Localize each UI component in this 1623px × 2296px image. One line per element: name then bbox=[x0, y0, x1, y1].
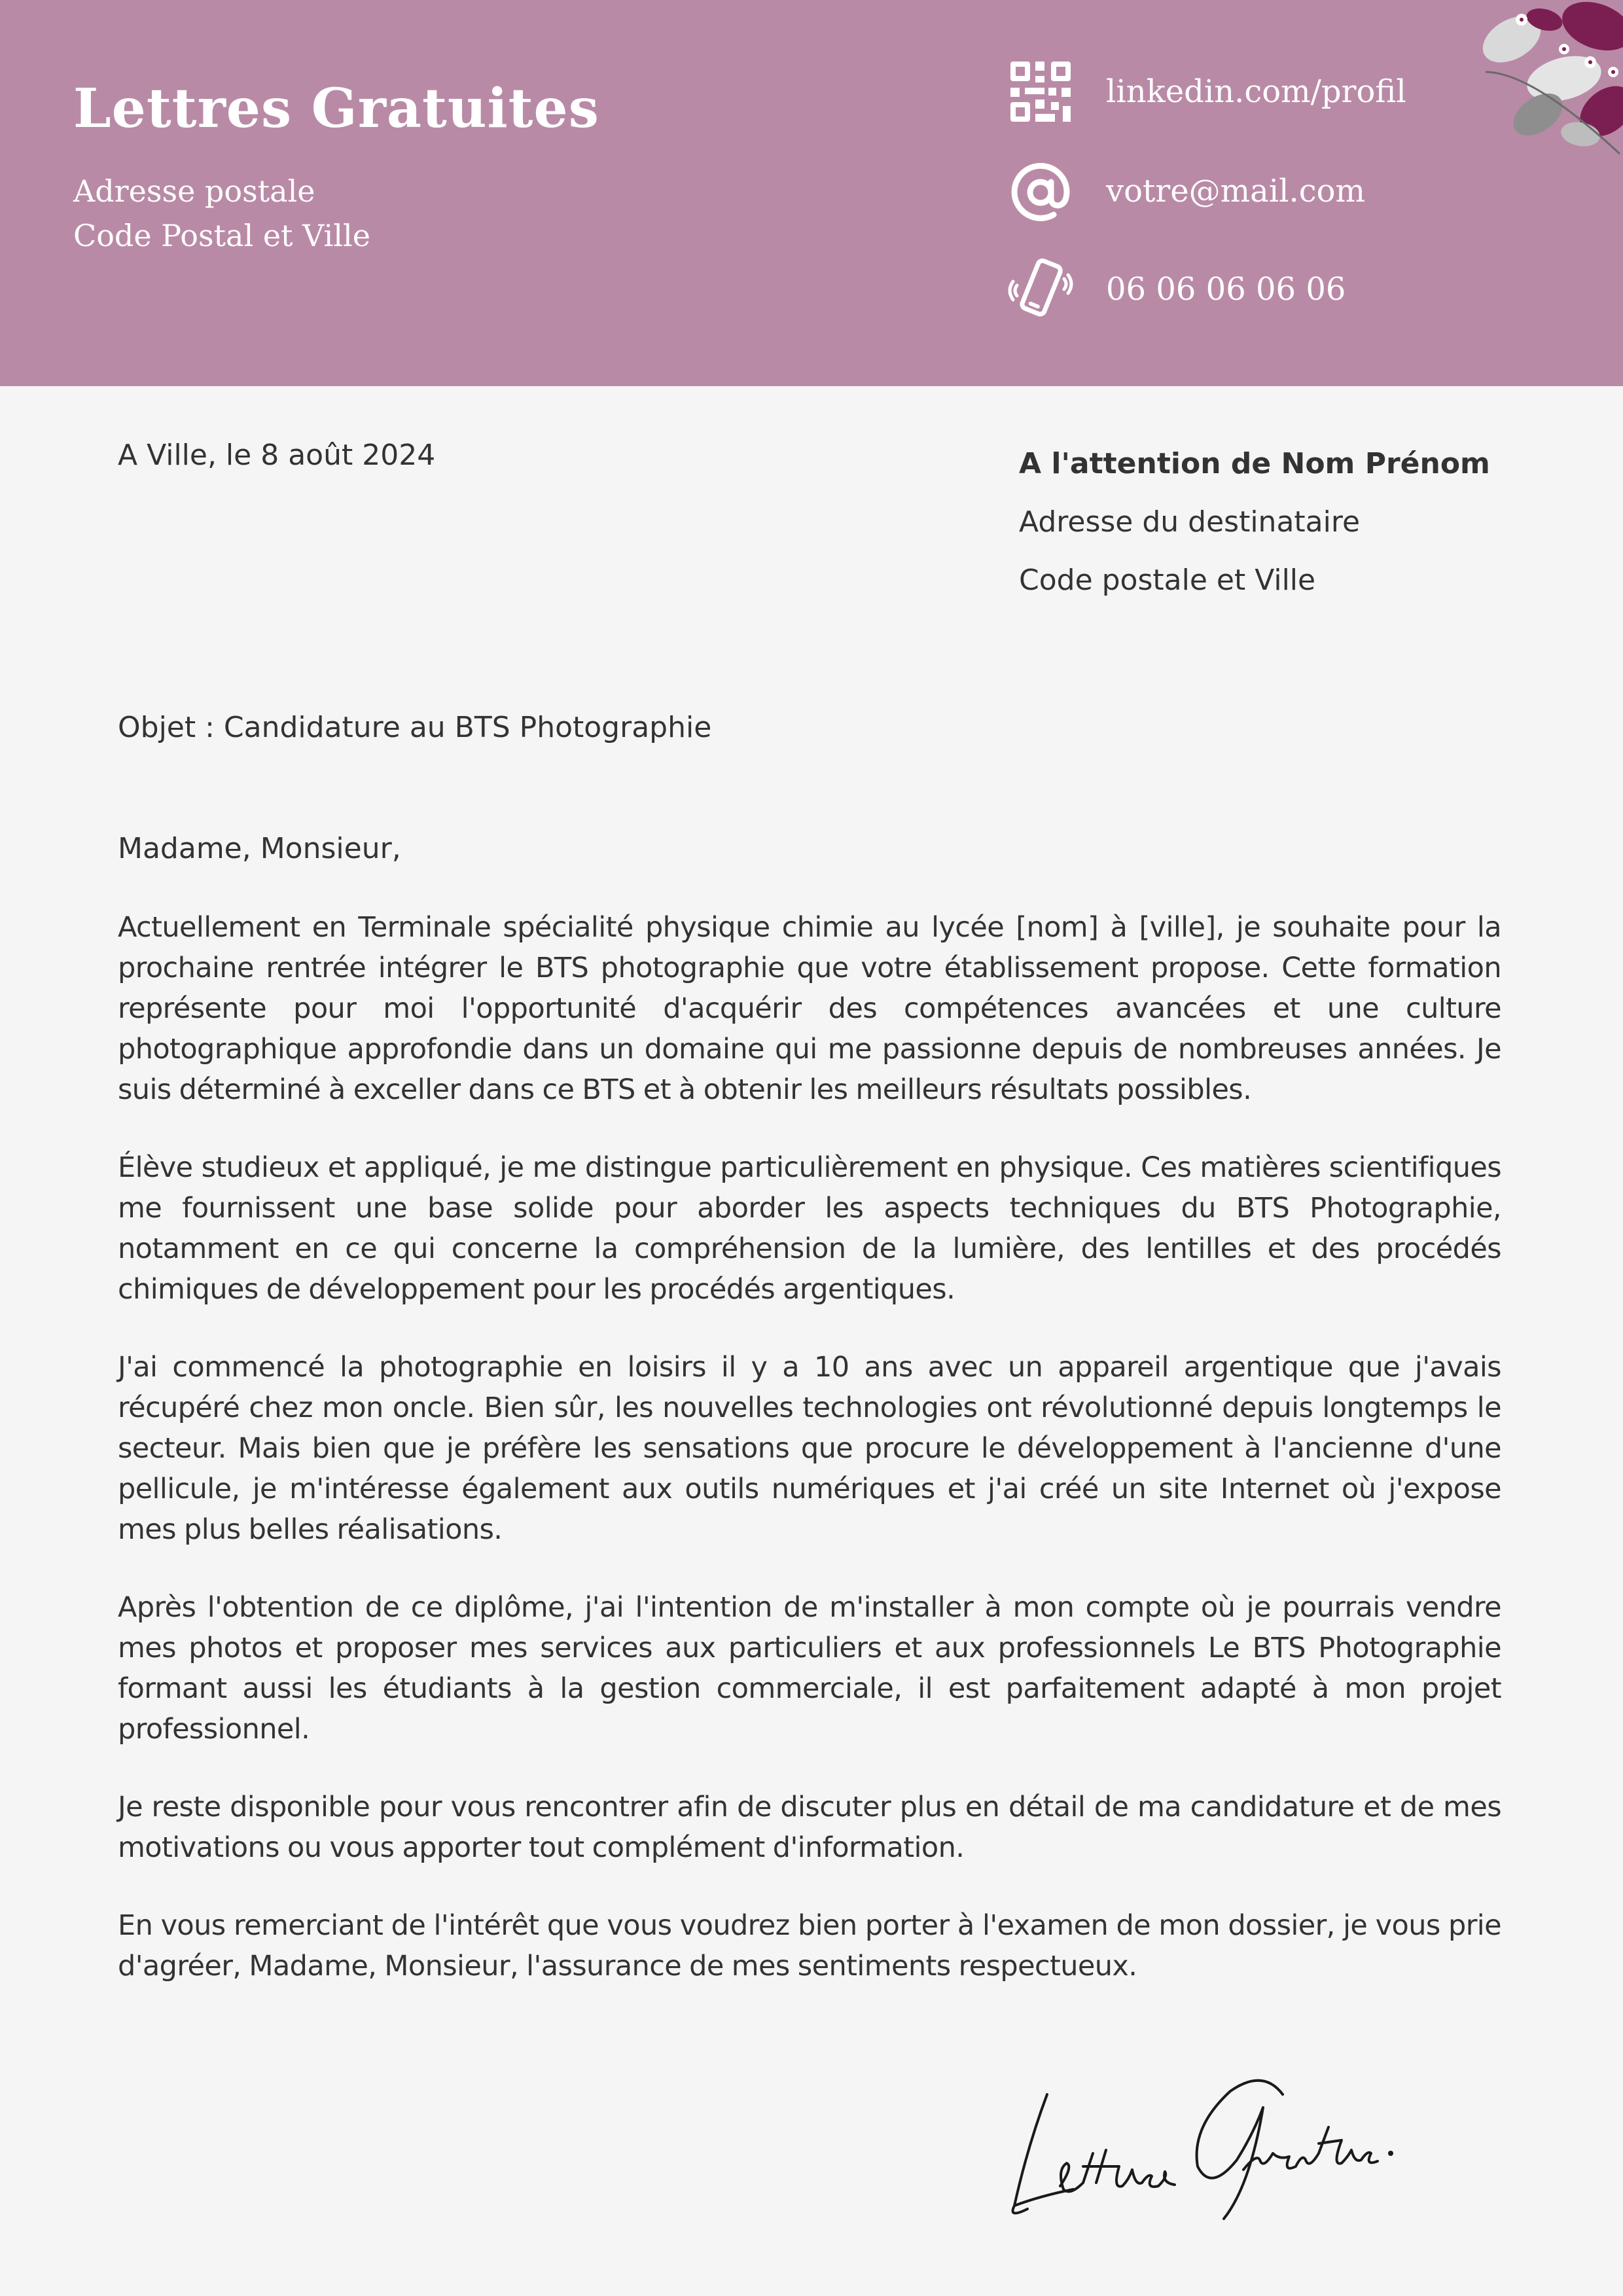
body-paragraph: En vous remerciant de l'intérêt que vous voudrez bien porter à l'examen de mon dossier, je vous prie d'agréer, Madame, Monsieur, l'assurance de mes sentiments respectueux. bbox=[118, 1909, 1501, 1982]
sender-address-line1: Adresse postale bbox=[73, 173, 315, 209]
contact-phone bbox=[1008, 257, 1479, 329]
letter-body bbox=[118, 829, 1501, 2024]
recipient-address: Adresse du destinataire bbox=[1019, 505, 1361, 539]
floral-decoration bbox=[1466, 0, 1623, 157]
sender-address-line2: Code Postal et Ville bbox=[73, 218, 370, 253]
phone-text[interactable]: 06 06 06 06 06 bbox=[1106, 271, 1346, 308]
phone-icon bbox=[1008, 257, 1073, 322]
body-paragraph: J'ai commencé la photographie en loisirs il y a 10 ans avec un appareil argentique que j'avais récupéré chez mon oncle. Bien sûr, les nouvelles technologies ont révolutionné depuis longtemps le secteur. Mais bien que je préfère les sensations que procure le développement à l'ancienne d'une pellicule, je m'intéresse également aux outils numériques et j'ai créé un site Internet où j'expose mes plus belles réalisations. bbox=[118, 1351, 1501, 1546]
contact-email bbox=[1008, 158, 1479, 230]
letterhead-banner bbox=[0, 0, 1623, 386]
linkedin-text[interactable]: linkedin.com/profil bbox=[1106, 73, 1406, 110]
place-date: A Ville, le 8 août 2024 bbox=[118, 439, 436, 472]
greeting: Madame, Monsieur, bbox=[118, 832, 401, 865]
email-text[interactable]: votre@mail.com bbox=[1106, 173, 1366, 209]
body-paragraph: Je reste disponible pour vous rencontrer afin de discuter plus en détail de ma candidature et de mes motivations ou vous apporter tout complément d'information. bbox=[118, 1791, 1501, 1864]
body-paragraph: Actuellement en Terminale spécialité physique chimie au lycée [nom] à [ville], je souhaite pour la prochaine rentrée intégrer le BTS photographie que votre établissement propose. Cette formation représente pour moi l'opportunité d'acquérir des compétences avancées et une culture photographique approfondie dans un domaine qui me passionne depuis de nombreuses années. Je suis déterminé à exceller dans ce BTS et à obtenir les meilleurs résultats possibles. bbox=[118, 911, 1501, 1106]
sender-name: Lettres Gratuites bbox=[73, 77, 599, 140]
qr-code-icon bbox=[1008, 59, 1073, 124]
letter-subject: Objet : Candidature au BTS Photographie bbox=[118, 711, 712, 744]
handwritten-signature bbox=[1001, 2055, 1400, 2225]
at-sign-icon bbox=[1008, 158, 1073, 224]
sender-address bbox=[73, 169, 370, 258]
recipient-block bbox=[1019, 435, 1543, 609]
recipient-city: Code postale et Ville bbox=[1019, 564, 1316, 597]
body-paragraph: Élève studieux et appliqué, je me distingue particulièrement en physique. Ces matières scientifiques me fournissent une base solide pour aborder les aspects techniques du BTS Photographie, notamment en ce qui concerne la compréhension de la lumière, des lentilles et des procédés chimiques de développement pour les procédés argentiques. bbox=[118, 1151, 1501, 1306]
contact-linkedin bbox=[1008, 59, 1479, 131]
body-paragraph: Après l'obtention de ce diplôme, j'ai l'intention de m'installer à mon compte où je pourrais vendre mes photos et proposer mes services aux particuliers et aux professionnels Le BTS Photographie formant aussi les étudiants à la gestion commerciale, il est parfaitement adapté à mon projet professionnel. bbox=[118, 1591, 1501, 1746]
recipient-name: A l'attention de Nom Prénom bbox=[1019, 447, 1490, 480]
